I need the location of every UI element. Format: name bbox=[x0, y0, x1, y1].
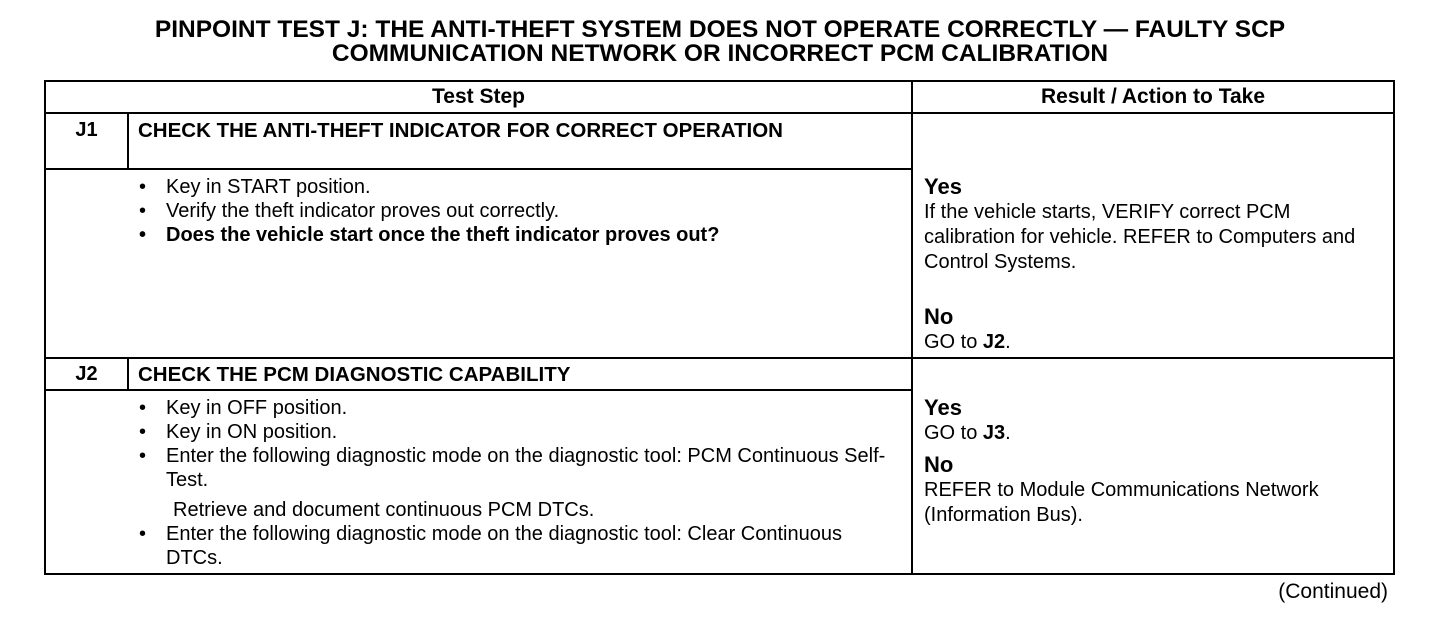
yes-label: Yes bbox=[924, 395, 962, 420]
step-ref-j3: J3 bbox=[982, 422, 1006, 444]
step-j2-instructions-b bbox=[130, 522, 890, 570]
step-id-j2: J2 bbox=[75, 363, 98, 385]
no-label: No bbox=[924, 304, 954, 329]
no-action-prefix: GO to bbox=[924, 331, 983, 353]
list-item: • Key in OFF position. bbox=[130, 396, 890, 420]
yes-action: If the vehicle starts, VERIFY correct PCM calibration for vehicle. REFER to Computers and Control Systems. bbox=[924, 201, 1356, 273]
title-line-2: COMMUNICATION NETWORK OR INCORRECT PCM CALIBRATION bbox=[331, 40, 1109, 67]
list-item: • Key in START position. bbox=[130, 175, 890, 199]
step-title-j1: CHECK THE ANTI-THEFT INDICATOR FOR CORRECT OPERATION bbox=[138, 119, 783, 142]
yes-label: Yes bbox=[924, 174, 962, 199]
list-item: • Enter the following diagnostic mode on the diagnostic tool: Clear Continuous DTCs. bbox=[130, 522, 890, 570]
header-result: Result / Action to Take bbox=[1040, 85, 1266, 108]
list-item: • Key in ON position. bbox=[130, 420, 890, 444]
step-id-j1: J1 bbox=[75, 119, 98, 141]
no-action: REFER to Module Communications Network (Information Bus). bbox=[924, 479, 1319, 526]
list-item: • Enter the following diagnostic mode on the diagnostic tool: PCM Continuous Self-Test. bbox=[130, 444, 890, 492]
header-test-step: Test Step bbox=[432, 85, 525, 108]
title-line-1: PINPOINT TEST J: THE ANTI-THEFT SYSTEM DOES NOT OPERATE CORRECTLY — FAULTY SCP bbox=[154, 16, 1286, 43]
step-j1-instructions bbox=[130, 175, 890, 247]
result-j1-no bbox=[924, 304, 1384, 355]
result-j2-yes bbox=[924, 395, 1384, 446]
list-item: • Verify the theft indicator proves out correctly. bbox=[130, 199, 890, 223]
step-j2-instructions-a bbox=[130, 396, 890, 492]
step-title-j2: CHECK THE PCM DIAGNOSTIC CAPABILITY bbox=[138, 363, 571, 386]
step-j2-note: Retrieve and document continuous PCM DTCs. bbox=[173, 499, 595, 521]
yes-action-prefix: GO to bbox=[924, 422, 983, 444]
list-item: • Does the vehicle start once the theft indicator proves out? bbox=[130, 223, 890, 247]
result-j2-no bbox=[924, 452, 1384, 528]
page-title bbox=[40, 18, 1400, 66]
step-ref-j2: J2 bbox=[982, 331, 1006, 353]
continued-note: (Continued) bbox=[1278, 580, 1388, 603]
yes-action-suffix: . bbox=[1005, 422, 1011, 444]
result-j1-yes bbox=[924, 174, 1384, 275]
no-action-suffix: . bbox=[1005, 331, 1011, 353]
no-label: No bbox=[924, 452, 954, 477]
